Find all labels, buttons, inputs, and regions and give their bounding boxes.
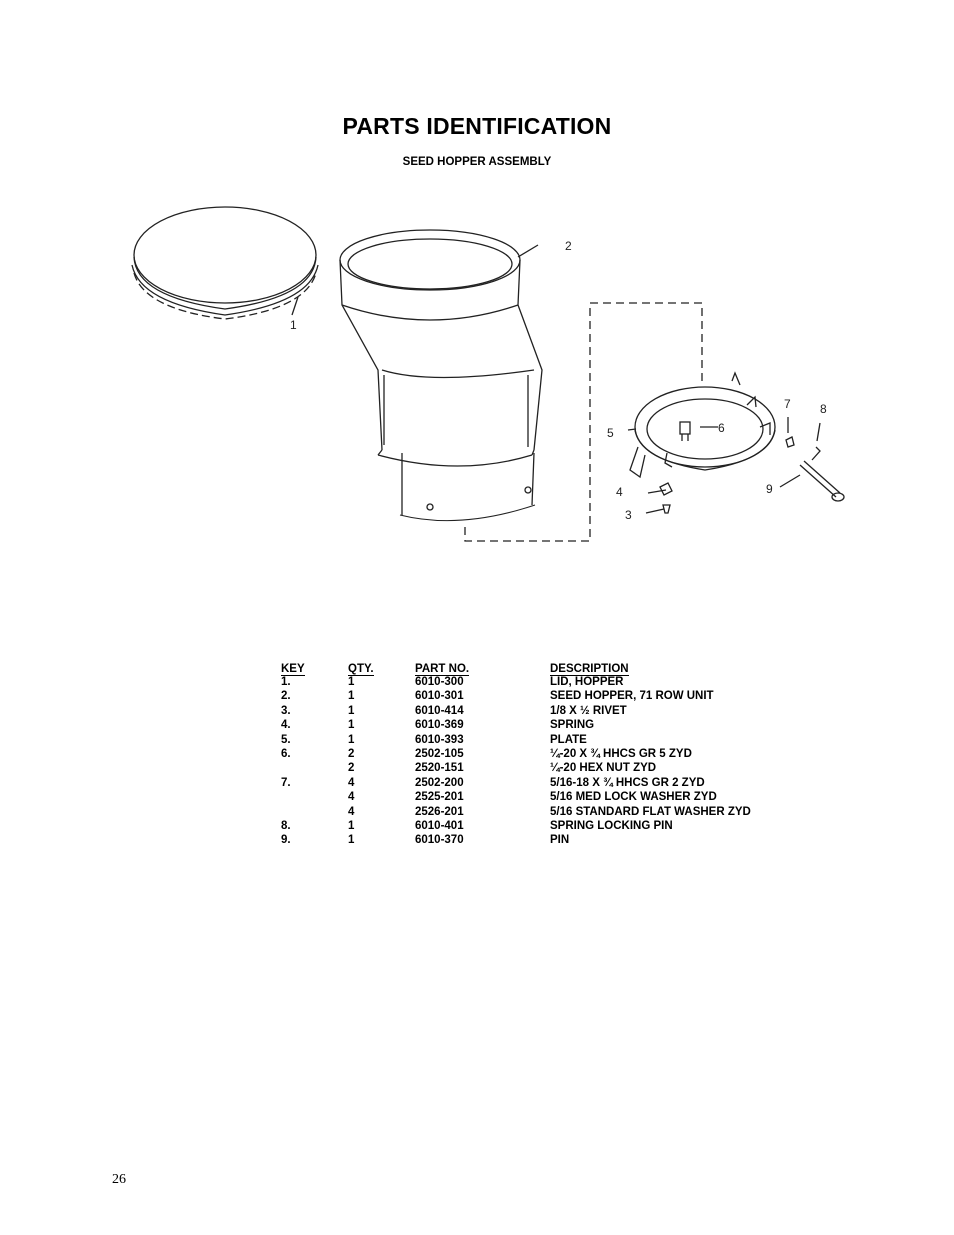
cell-part-no: 2502-105 [415, 748, 464, 761]
cell-key: 7. [281, 776, 291, 789]
table-row [281, 704, 790, 718]
cell-part-no: 6010-370 [415, 834, 464, 847]
spring-drawing [660, 483, 672, 495]
hopper-lid-drawing [132, 207, 318, 319]
cell-part-no: 6010-393 [415, 733, 464, 746]
cell-description: PLATE [550, 733, 587, 746]
plate-drawing [630, 373, 775, 477]
cell-part-no: 6010-401 [415, 820, 464, 833]
table-row [281, 747, 790, 761]
locking-pin-drawing [812, 447, 820, 460]
header-key: KEY [281, 663, 305, 675]
cell-key: 3. [281, 704, 291, 717]
cell-qty: 1 [348, 704, 355, 717]
callout-5: 5 [607, 426, 614, 440]
cell-description: 5/16-18 X ¾ HHCS GR 2 ZYD [550, 776, 705, 789]
cell-part-no: 2502-200 [415, 776, 464, 789]
callout-6: 6 [718, 421, 725, 435]
cell-qty: 1 [348, 676, 355, 688]
cell-qty: 1 [348, 834, 355, 847]
cell-key [281, 761, 348, 775]
callout-2: 2 [565, 239, 572, 253]
table-header-row [281, 660, 790, 675]
cell-qty: 2 [348, 762, 355, 775]
page-title: PARTS IDENTIFICATION [342, 113, 612, 139]
cell-part-no: 2520-151 [415, 762, 464, 775]
table-row [281, 675, 790, 689]
cell-key: 5. [281, 733, 291, 746]
cell-qty: 1 [348, 690, 355, 703]
table-row [281, 790, 790, 804]
callout-9: 9 [766, 482, 773, 496]
cell-qty: 2 [348, 748, 355, 761]
cell-key: 6. [281, 748, 291, 761]
cell-description: SPRING [550, 719, 595, 732]
callout-3: 3 [625, 508, 632, 522]
cell-key: 1. [281, 676, 291, 688]
cell-key: 4. [281, 719, 291, 732]
cell-description: SEED HOPPER, 71 ROW UNIT [550, 690, 714, 703]
cell-part-no: 6010-369 [415, 719, 464, 732]
cell-qty: 1 [348, 820, 355, 833]
table-row [281, 761, 790, 775]
bolt-7-drawing [786, 437, 794, 447]
cell-description: 5/16 MED LOCK WASHER ZYD [550, 791, 717, 804]
cell-key: 9. [281, 834, 291, 847]
parts-table [281, 660, 790, 848]
table-row [281, 819, 790, 833]
cell-qty: 4 [348, 776, 355, 789]
cell-description: 5/16 STANDARD FLAT WASHER ZYD [550, 805, 751, 818]
cell-part-no: 2526-201 [415, 805, 464, 818]
cell-key: 8. [281, 820, 291, 833]
cell-description: PIN [550, 834, 570, 847]
table-row [281, 689, 790, 703]
cell-qty: 4 [348, 791, 355, 804]
cell-qty: 1 [348, 733, 355, 746]
cell-part-no: 2525-201 [415, 791, 464, 804]
table-row [281, 805, 790, 819]
cell-description: 1/8 X ½ RIVET [550, 704, 627, 717]
assembly-subtitle: SEED HOPPER ASSEMBLY [402, 156, 552, 168]
table-row [281, 833, 790, 847]
cell-description: ¼-20 X ¾ HHCS GR 5 ZYD [550, 748, 692, 761]
header-part-no: PART NO. [415, 663, 470, 675]
cell-description: SPRING LOCKING PIN [550, 820, 673, 833]
callout-4: 4 [616, 485, 623, 499]
cell-key [281, 805, 348, 819]
cell-description: LID, HOPPER [550, 676, 624, 688]
seed-hopper-exploded-diagram [120, 185, 860, 560]
cell-qty: 1 [348, 719, 355, 732]
header-qty: QTY. [348, 663, 374, 675]
table-row [281, 718, 790, 732]
cell-key: 2. [281, 690, 291, 703]
bolt-6-drawing [680, 422, 690, 441]
cell-qty: 4 [348, 805, 355, 818]
callout-7: 7 [784, 397, 791, 411]
cell-part-no: 6010-414 [415, 704, 464, 717]
cell-key [281, 790, 348, 804]
callout-1: 1 [290, 318, 297, 332]
rivet-drawing [663, 505, 670, 513]
seed-hopper-drawing [340, 230, 542, 521]
cell-description: ¼-20 HEX NUT ZYD [550, 762, 657, 775]
table-row [281, 776, 790, 790]
header-description: DESCRIPTION [550, 663, 629, 675]
page-number: 26 [112, 1172, 126, 1187]
cell-part-no: 6010-300 [415, 676, 464, 688]
cell-part-no: 6010-301 [415, 690, 464, 703]
table-row [281, 733, 790, 747]
callout-8: 8 [820, 402, 827, 416]
pin-drawing [800, 461, 844, 501]
